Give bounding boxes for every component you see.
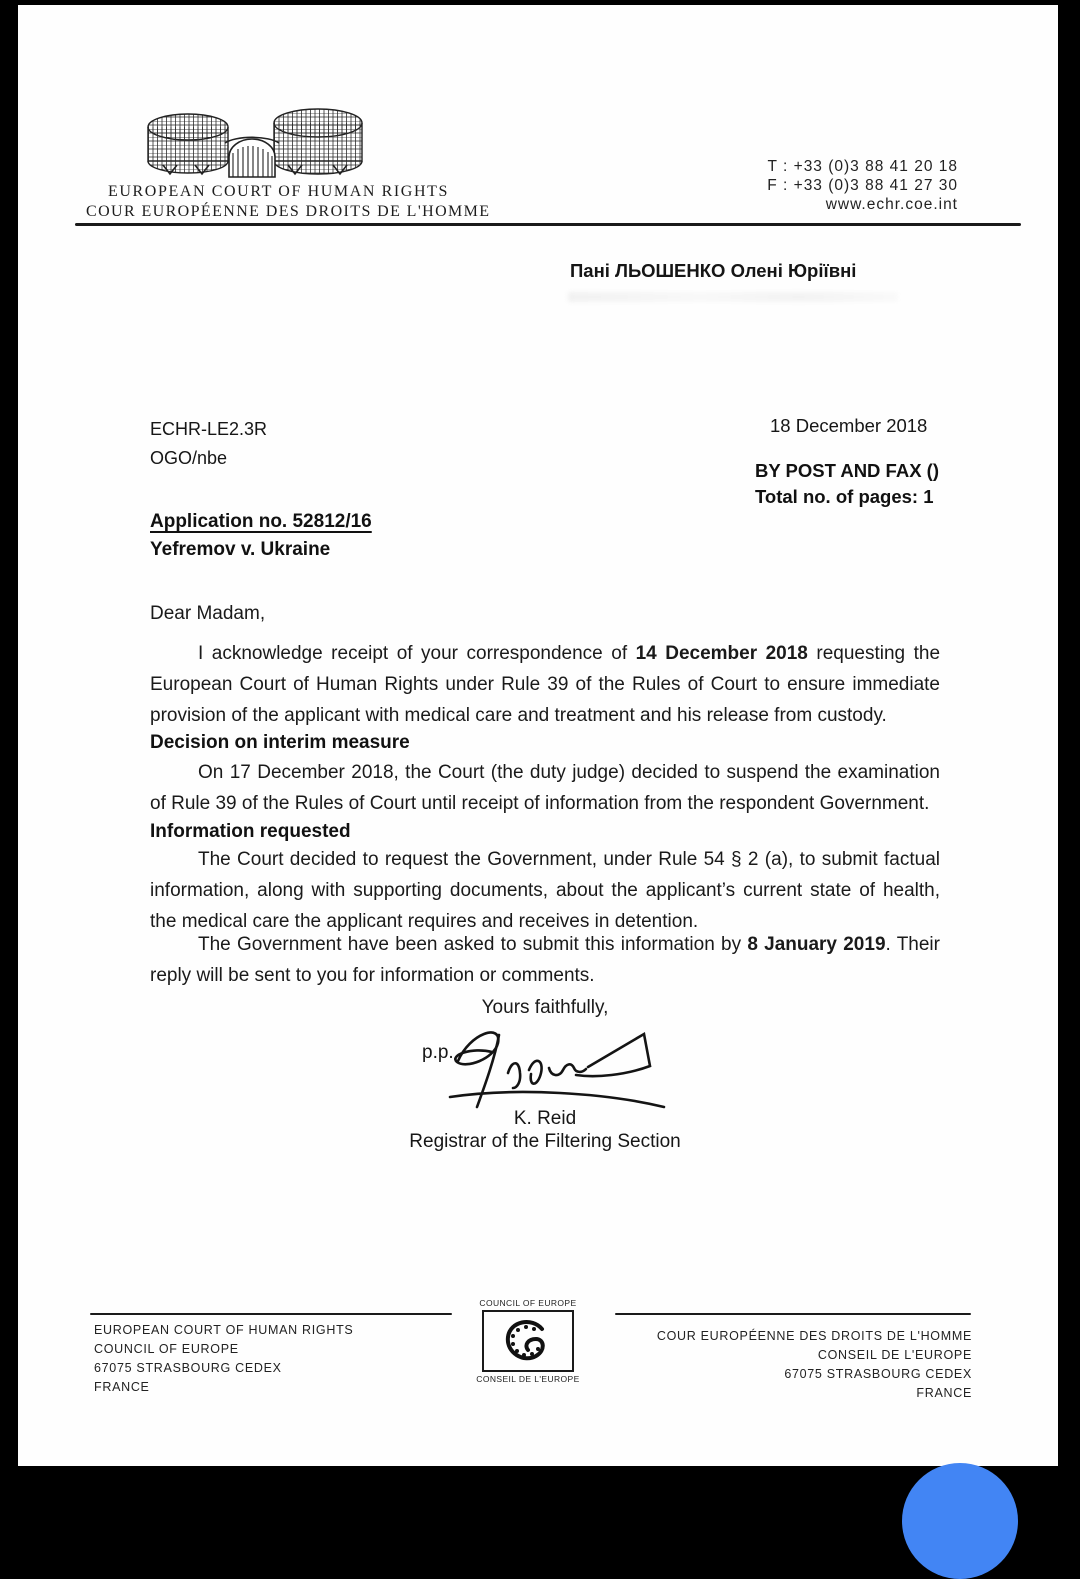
fax-number: F : +33 (0)3 88 41 27 30 — [767, 177, 958, 194]
floating-action-button[interactable] — [902, 1463, 1018, 1579]
page-count: Total no. of pages: 1 — [755, 486, 934, 507]
closing-phrase: Yours faithfully, — [481, 997, 609, 1018]
paragraph-deadline — [150, 929, 940, 991]
delivery-method: BY POST AND FAX () — [755, 460, 939, 481]
paragraph-text: . Their reply will be sent to you for information or comments. — [150, 934, 940, 986]
case-name: Yefremov v. Ukraine — [150, 539, 331, 560]
paragraph-acknowledgement — [150, 638, 940, 731]
paragraph-decision: On 17 December 2018, the Court (the duty judge) decided to suspend the examination of Rule 39 of the Rules of Court until receipt of information from the respondent Government. — [150, 762, 940, 814]
section-heading-information: Information requested — [150, 821, 351, 842]
signer-name: K. Reid — [513, 1108, 577, 1129]
footer-line: CONSEIL DE L'EUROPE — [817, 1348, 972, 1362]
letter-date: 18 December 2018 — [770, 415, 928, 436]
footer-line: FRANCE — [916, 1386, 972, 1400]
phone-number: T : +33 (0)3 88 41 20 18 — [767, 158, 958, 175]
pp-label: p.p. — [422, 1042, 454, 1063]
salutation: Dear Madam, — [150, 603, 266, 624]
reference-block — [150, 415, 267, 473]
redacted-address — [568, 292, 898, 302]
footer-line: COUNCIL OF EUROPE — [94, 1342, 239, 1356]
footer-line: EUROPEAN COURT OF HUMAN RIGHTS — [94, 1323, 354, 1337]
council-of-europe-logo — [470, 1298, 586, 1384]
reference-code: ECHR-LE2.3R — [150, 419, 268, 439]
coe-emblem-icon — [482, 1310, 574, 1372]
footer-address-fr — [657, 1327, 972, 1403]
contact-block — [767, 157, 958, 214]
paragraph-information: The Court decided to request the Government, under Rule 54 § 2 (a), to submit factual information, along with supporting documents, about the applicant’s current state of health, the medical care the applicant requires and receives in detention. — [150, 849, 940, 932]
website-url[interactable]: www.echr.coe.int — [825, 196, 958, 213]
footer-line: FRANCE — [94, 1380, 150, 1394]
reference-initials: OGO/nbe — [150, 448, 228, 468]
signature-icon — [436, 1017, 671, 1117]
signer-title: Registrar of the Filtering Section — [409, 1131, 681, 1152]
footer-divider-left — [90, 1313, 452, 1315]
org-name-fr: COUR EUROPÉENNE DES DROITS DE L'HOMME — [86, 203, 491, 220]
highlight-deadline: 8 January 2019 — [747, 934, 886, 955]
header-divider — [75, 223, 1021, 226]
letter-page — [18, 5, 1058, 1466]
highlight-date: 14 December 2018 — [635, 643, 808, 664]
footer-divider-right — [615, 1313, 971, 1315]
addressee-name: Пані ЛЬОШЕНКО Олені Юріївні — [570, 260, 857, 281]
org-name-en: EUROPEAN COURT OF HUMAN RIGHTS — [108, 183, 449, 200]
coe-label-en: COUNCIL OF EUROPE — [479, 1298, 577, 1308]
coe-label-fr: CONSEIL DE L'EUROPE — [476, 1374, 580, 1384]
footer-line: COUR EUROPÉENNE DES DROITS DE L'HOMME — [656, 1329, 972, 1343]
section-heading-decision: Decision on interim measure — [150, 732, 410, 753]
echr-building-logo-icon — [133, 105, 368, 187]
paragraph-text: The Government have been asked to submit this information by — [198, 934, 748, 955]
paragraph-text: I acknowledge receipt of your correspondence of — [198, 643, 636, 664]
footer-line: 67075 STRASBOURG CEDEX — [94, 1361, 282, 1375]
paragraph-text: requesting the European Court of Human Rights under Rule 39 of the Rules of Court to ensure immediate provision of the applicant with medical care and treatment and his release from custody. — [150, 643, 941, 726]
footer-line: 67075 STRASBOURG CEDEX — [784, 1367, 972, 1381]
footer-address-en — [94, 1321, 353, 1397]
application-number: Application no. 52812/16 — [150, 511, 372, 532]
